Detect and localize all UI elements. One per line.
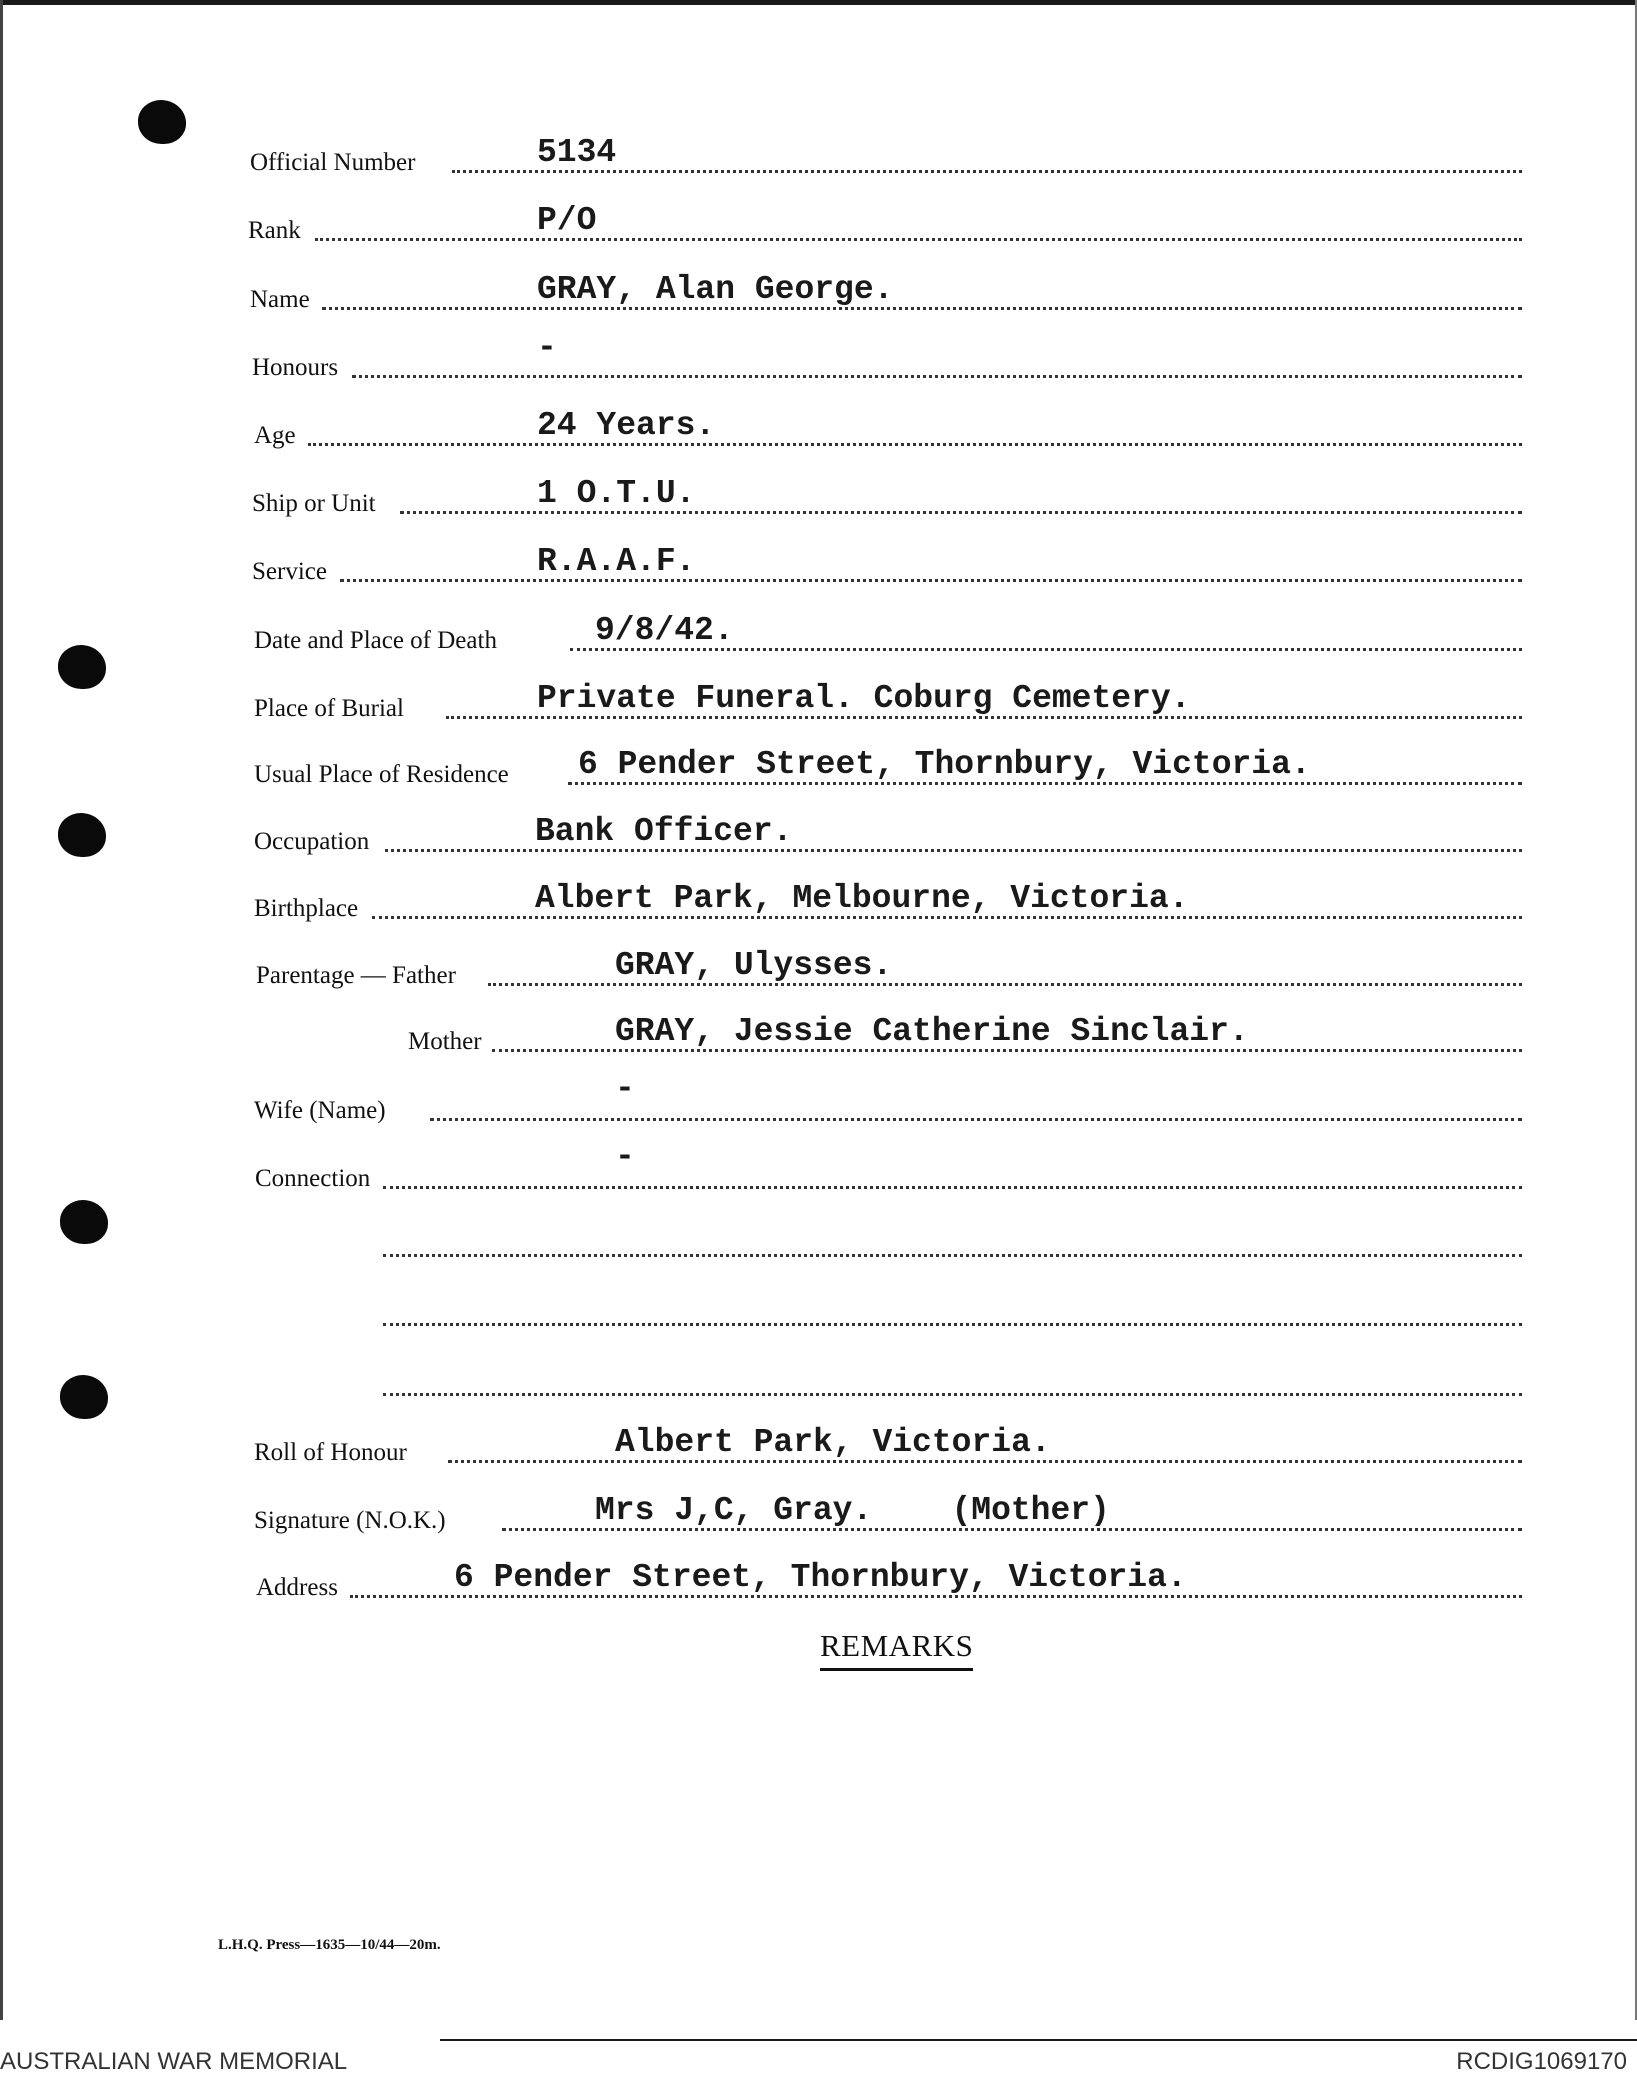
field-label: Rank — [248, 217, 301, 244]
field-service — [0, 534, 1637, 594]
field-label: Address — [256, 1574, 338, 1601]
field-value: 6 Pender Street, Thornbury, Victoria. — [578, 746, 1311, 783]
field-label: Date and Place of Death — [254, 627, 497, 654]
field-value: Bank Officer. — [535, 813, 793, 850]
field-label: Wife (Name) — [254, 1097, 386, 1124]
field-place-of-burial — [0, 671, 1637, 731]
remarks-heading: REMARKS — [820, 1628, 973, 1671]
punch-hole — [60, 1375, 108, 1419]
bottom-rule — [440, 2039, 1637, 2041]
field-label: Occupation — [254, 828, 370, 855]
field-label: Parentage — Father — [256, 962, 456, 989]
field-value: Albert Park, Victoria. — [615, 1424, 1051, 1461]
field-label: Name — [250, 286, 310, 313]
blank-dotted-line — [383, 1323, 1522, 1326]
field-label: Usual Place of Residence — [254, 761, 509, 788]
field-value: Private Funeral. Coburg Cemetery. — [537, 680, 1191, 717]
field-birthplace — [0, 871, 1637, 931]
field-label: Roll of Honour — [254, 1439, 407, 1466]
printer-imprint: L.H.Q. Press—1635—10/44—20m. — [218, 1937, 441, 1953]
field-value: - — [615, 1138, 635, 1175]
field-honours — [0, 330, 1637, 390]
page-border-top — [0, 0, 1637, 5]
field-label: Birthplace — [254, 895, 359, 922]
field-value: Albert Park, Melbourne, Victoria. — [535, 880, 1189, 917]
field-label: Connection — [255, 1165, 371, 1192]
field-label: Ship or Unit — [252, 490, 376, 517]
field-value: 5134 — [537, 134, 617, 171]
field-age — [0, 398, 1637, 458]
blank-dotted-line — [383, 1393, 1522, 1396]
field-value: P/O — [537, 202, 597, 239]
field-dotted-line — [308, 443, 1522, 446]
field-wife-name — [0, 1070, 1637, 1133]
field-rank — [0, 193, 1637, 253]
field-label: Official Number — [250, 149, 416, 176]
field-parentage-father — [0, 938, 1637, 998]
field-connection — [0, 1138, 1637, 1201]
field-official-number — [0, 125, 1637, 185]
field-roll-of-honour — [0, 1415, 1637, 1475]
field-name — [0, 262, 1637, 322]
field-dotted-line — [383, 1186, 1522, 1189]
field-dotted-line — [352, 375, 1522, 378]
field-signature-nok — [0, 1483, 1637, 1543]
field-label: Signature (N.O.K.) — [254, 1507, 446, 1534]
field-value: GRAY, Ulysses. — [615, 947, 893, 984]
field-dotted-line — [315, 238, 1522, 241]
field-mother — [0, 1004, 1637, 1064]
field-dotted-line — [430, 1118, 1522, 1121]
field-label: Mother — [408, 1028, 482, 1055]
field-value: 6 Pender Street, Thornbury, Victoria. — [454, 1559, 1187, 1596]
field-value: - — [537, 329, 557, 366]
field-value: GRAY, Alan George. — [537, 271, 894, 308]
field-value: R.A.A.F. — [537, 543, 696, 580]
field-label: Age — [254, 422, 296, 449]
field-label: Service — [252, 558, 327, 585]
punch-hole — [60, 1200, 108, 1244]
archive-reference: RCDIG1069170 — [1456, 2048, 1627, 2075]
field-ship-or-unit — [0, 466, 1637, 526]
field-value: 24 Years. — [537, 407, 716, 444]
field-value: 9/8/42. — [595, 612, 734, 649]
field-value: 1 O.T.U. — [537, 475, 696, 512]
field-value: Mrs J,C, Gray. (Mother) — [595, 1492, 1110, 1529]
field-label: Honours — [252, 354, 339, 381]
field-value: - — [615, 1070, 635, 1107]
field-label: Place of Burial — [254, 695, 404, 722]
field-dotted-line — [340, 579, 1522, 582]
field-occupation — [0, 804, 1637, 864]
blank-dotted-line — [383, 1254, 1522, 1257]
field-usual-residence — [0, 737, 1637, 797]
field-date-place-death — [0, 603, 1637, 663]
field-value: GRAY, Jessie Catherine Sinclair. — [615, 1013, 1249, 1050]
field-address — [0, 1550, 1637, 1610]
field-dotted-line — [322, 307, 1522, 310]
archive-name: AUSTRALIAN WAR MEMORIAL — [0, 2048, 348, 2075]
